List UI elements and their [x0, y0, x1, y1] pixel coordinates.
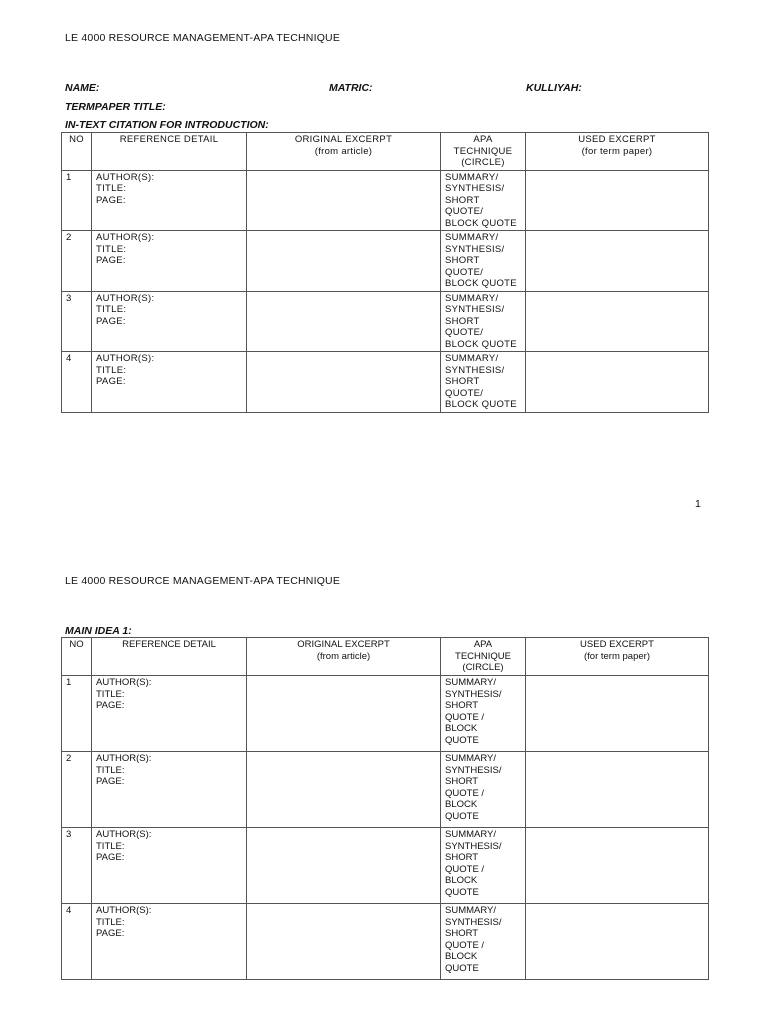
table-row — [62, 352, 709, 413]
row-number: 3 — [62, 828, 92, 904]
used-excerpt-cell[interactable] — [526, 231, 709, 292]
section-title: MAIN IDEA 1: — [65, 625, 132, 637]
reference-detail-cell[interactable]: AUTHOR(S): TITLE: PAGE: — [92, 904, 247, 980]
apa-technique-cell[interactable]: SUMMARY/ SYNTHESIS/ SHORT QUOTE/ BLOCK QUOTE — [441, 352, 526, 413]
col-apa-header: APA TECHNIQUE (CIRCLE) — [441, 638, 526, 676]
col-apa-header: APA TECHNIQUE (CIRCLE) — [441, 133, 526, 171]
used-excerpt-cell[interactable] — [526, 828, 709, 904]
table-header-row — [62, 133, 709, 171]
apa-technique-cell[interactable]: SUMMARY/ SYNTHESIS/ SHORT QUOTE / BLOCK QUOTE — [441, 676, 526, 752]
reference-detail-cell[interactable]: AUTHOR(S): TITLE: PAGE: — [92, 231, 247, 292]
row-number: 4 — [62, 904, 92, 980]
apa-technique-cell[interactable]: SUMMARY/ SYNTHESIS/ SHORT QUOTE/ BLOCK QUOTE — [441, 170, 526, 231]
original-excerpt-cell[interactable] — [247, 352, 441, 413]
col-used-header: USED EXCERPT (for term paper) — [526, 133, 709, 171]
citation-table-main-idea — [61, 637, 709, 980]
table-row — [62, 291, 709, 352]
matric-label: MATRIC: — [329, 82, 373, 94]
row-number: 2 — [62, 752, 92, 828]
reference-detail-cell[interactable]: AUTHOR(S): TITLE: PAGE: — [92, 291, 247, 352]
used-excerpt-cell[interactable] — [526, 170, 709, 231]
apa-technique-cell[interactable]: SUMMARY/ SYNTHESIS/ SHORT QUOTE / BLOCK QUOTE — [441, 904, 526, 980]
col-no-header: NO — [62, 638, 92, 676]
row-number: 2 — [62, 231, 92, 292]
used-excerpt-cell[interactable] — [526, 291, 709, 352]
col-original-header: ORIGINAL EXCERPT (from article) — [247, 638, 441, 676]
reference-detail-cell[interactable]: AUTHOR(S): TITLE: PAGE: — [92, 828, 247, 904]
kulliyah-label: KULLIYAH: — [526, 82, 582, 94]
table-row — [62, 828, 709, 904]
table-row — [62, 676, 709, 752]
name-label: NAME: — [65, 82, 100, 94]
original-excerpt-cell[interactable] — [247, 828, 441, 904]
reference-detail-cell[interactable]: AUTHOR(S): TITLE: PAGE: — [92, 170, 247, 231]
col-no-header: NO — [62, 133, 92, 171]
table-header-row — [62, 638, 709, 676]
section-title: IN-TEXT CITATION FOR INTRODUCTION: — [65, 119, 269, 131]
apa-technique-cell[interactable]: SUMMARY/ SYNTHESIS/ SHORT QUOTE/ BLOCK QUOTE — [441, 291, 526, 352]
citation-table-intro — [61, 132, 709, 413]
row-number: 1 — [62, 676, 92, 752]
original-excerpt-cell[interactable] — [247, 170, 441, 231]
used-excerpt-cell[interactable] — [526, 752, 709, 828]
original-excerpt-cell[interactable] — [247, 291, 441, 352]
table-row — [62, 231, 709, 292]
col-original-header: ORIGINAL EXCERPT (from article) — [247, 133, 441, 171]
used-excerpt-cell[interactable] — [526, 676, 709, 752]
table-row — [62, 904, 709, 980]
original-excerpt-cell[interactable] — [247, 231, 441, 292]
row-number: 4 — [62, 352, 92, 413]
reference-detail-cell[interactable]: AUTHOR(S): TITLE: PAGE: — [92, 352, 247, 413]
col-reference-header: REFERENCE DETAIL — [92, 133, 247, 171]
table-row — [62, 752, 709, 828]
row-number: 3 — [62, 291, 92, 352]
used-excerpt-cell[interactable] — [526, 904, 709, 980]
page-number: 1 — [695, 498, 701, 510]
apa-technique-cell[interactable]: SUMMARY/ SYNTHESIS/ SHORT QUOTE / BLOCK QUOTE — [441, 752, 526, 828]
reference-detail-cell[interactable]: AUTHOR(S): TITLE: PAGE: — [92, 752, 247, 828]
used-excerpt-cell[interactable] — [526, 352, 709, 413]
page-header: LE 4000 RESOURCE MANAGEMENT-APA TECHNIQUE — [65, 575, 341, 587]
original-excerpt-cell[interactable] — [247, 752, 441, 828]
col-used-header: USED EXCERPT (for term paper) — [526, 638, 709, 676]
reference-detail-cell[interactable]: AUTHOR(S): TITLE: PAGE: — [92, 676, 247, 752]
apa-technique-cell[interactable]: SUMMARY/ SYNTHESIS/ SHORT QUOTE/ BLOCK QUOTE — [441, 231, 526, 292]
page-header: LE 4000 RESOURCE MANAGEMENT-APA TECHNIQUE — [65, 32, 341, 44]
original-excerpt-cell[interactable] — [247, 676, 441, 752]
row-number: 1 — [62, 170, 92, 231]
termpaper-title-label: TERMPAPER TITLE: — [65, 101, 166, 113]
table-row — [62, 170, 709, 231]
col-reference-header: REFERENCE DETAIL — [92, 638, 247, 676]
apa-technique-cell[interactable]: SUMMARY/ SYNTHESIS/ SHORT QUOTE / BLOCK QUOTE — [441, 828, 526, 904]
original-excerpt-cell[interactable] — [247, 904, 441, 980]
